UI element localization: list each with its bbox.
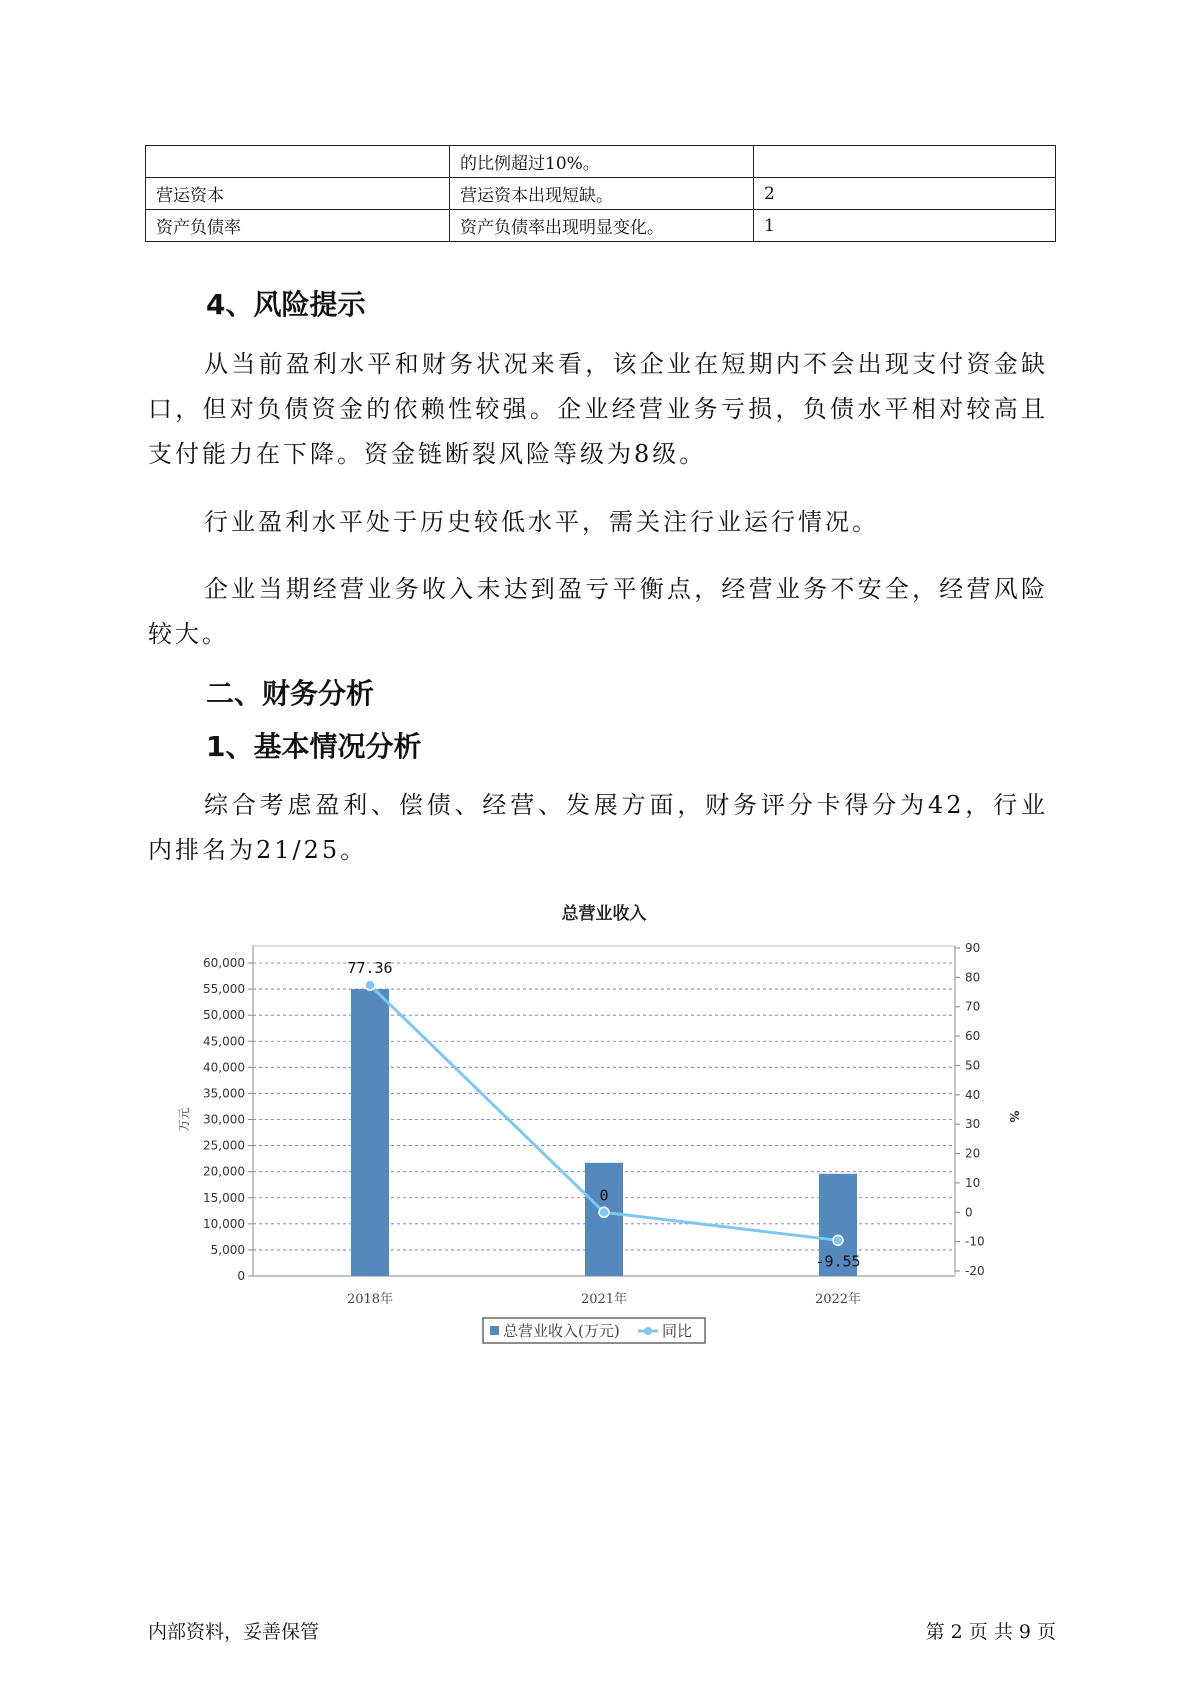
y-tick-label: 45,000 — [203, 1034, 245, 1049]
yoy-data-label: -9.55 — [815, 1252, 861, 1271]
table-cell: 资产负债率 — [146, 210, 450, 242]
y2-tick-label: 60 — [965, 1029, 981, 1044]
y2-tick-label: -20 — [965, 1264, 985, 1278]
y-axis-label: 万元 — [177, 1107, 191, 1132]
revenue-chart — [160, 895, 1021, 1365]
y-tick-label: 40,000 — [203, 1060, 245, 1075]
y2-tick-label: 0 — [965, 1205, 973, 1220]
yoy-data-label: 77.36 — [347, 959, 393, 978]
legend-bar-swatch — [490, 1326, 499, 1335]
x-tick-label: 2018年 — [346, 1292, 394, 1307]
revenue-bar — [351, 989, 389, 1276]
indicator-table — [145, 145, 1056, 242]
y2-tick-label: 20 — [965, 1146, 981, 1161]
revenue-chart-svg — [160, 895, 1021, 1365]
risk-paragraph-2: 行业盈利水平处于历史较低水平，需关注行业运行情况。 — [204, 508, 879, 536]
table-row — [146, 146, 1056, 178]
legend-line-marker — [644, 1327, 652, 1335]
yoy-point — [833, 1235, 843, 1245]
y2-tick-label: 70 — [965, 999, 981, 1014]
y2-tick-label: 10 — [965, 1175, 981, 1190]
basic-paragraph-1: 综合考虑盈利、偿债、经营、发展方面，财务评分卡得分为42，行业内排名为21/25。 — [148, 791, 1048, 864]
table-cell: 营运资本 — [146, 178, 450, 210]
basic-heading: 1、基本情况分析 — [206, 730, 422, 763]
table-row — [146, 178, 1056, 210]
risk-heading: 4、风险提示 — [206, 288, 366, 321]
table-cell — [754, 146, 1056, 178]
revenue-bar — [585, 1163, 623, 1276]
y2-tick-label: 40 — [965, 1087, 981, 1102]
y2-axis-label: % — [1007, 1110, 1021, 1123]
y-tick-label: 10,000 — [203, 1216, 245, 1231]
y-tick-label: 55,000 — [203, 982, 245, 997]
chart-title: 总营业收入 — [561, 904, 647, 924]
y-tick-label: 20,000 — [203, 1164, 245, 1179]
x-tick-label: 2022年 — [814, 1292, 862, 1307]
footer-page-number: 第 2 页 共 9 页 — [925, 1621, 1056, 1643]
table-cell: 营运资本出现短缺。 — [450, 178, 754, 210]
y2-tick-label: 90 — [965, 941, 981, 955]
finance-heading: 二、财务分析 — [206, 677, 375, 710]
y2-tick-label: -10 — [965, 1234, 985, 1249]
risk-paragraph-3: 企业当期经营业务收入未达到盈亏平衡点，经营业务不安全，经营风险较大。 — [148, 575, 1048, 648]
legend-line-label: 同比 — [662, 1322, 693, 1340]
y2-tick-label: 80 — [965, 970, 981, 985]
table-cell: 1 — [754, 210, 1056, 242]
y-tick-label: 15,000 — [203, 1190, 245, 1205]
table-cell — [146, 146, 450, 178]
footer-confidential: 内部资料，妥善保管 — [148, 1621, 320, 1643]
y-tick-label: 50,000 — [203, 1008, 245, 1023]
risk-paragraph-1: 从当前盈利水平和财务状况来看，该企业在短期内不会出现支付资金缺口，但对负债资金的依赖性较强。企业经营业务亏损，负债水平相对较高且支付能力在下降。资金链断裂风险等级为8级。 — [148, 350, 1048, 468]
y2-tick-label: 30 — [965, 1117, 981, 1132]
table-cell: 2 — [754, 178, 1056, 210]
table-row — [146, 210, 1056, 242]
y-tick-label: 0 — [237, 1269, 245, 1283]
y-tick-label: 60,000 — [203, 956, 245, 970]
yoy-point — [365, 980, 375, 990]
y-tick-label: 5,000 — [210, 1242, 245, 1257]
y-tick-label: 25,000 — [203, 1138, 245, 1153]
legend-bar-label: 总营业收入(万元) — [503, 1322, 620, 1340]
y2-tick-label: 50 — [965, 1058, 981, 1073]
table-cell: 资产负债率出现明显变化。 — [450, 210, 754, 242]
table-cell: 的比例超过10%。 — [450, 146, 754, 178]
yoy-point — [599, 1207, 609, 1217]
yoy-data-label: 0 — [599, 1186, 609, 1205]
y-tick-label: 30,000 — [203, 1112, 245, 1127]
y-tick-label: 35,000 — [203, 1086, 245, 1101]
x-tick-label: 2021年 — [580, 1292, 628, 1307]
